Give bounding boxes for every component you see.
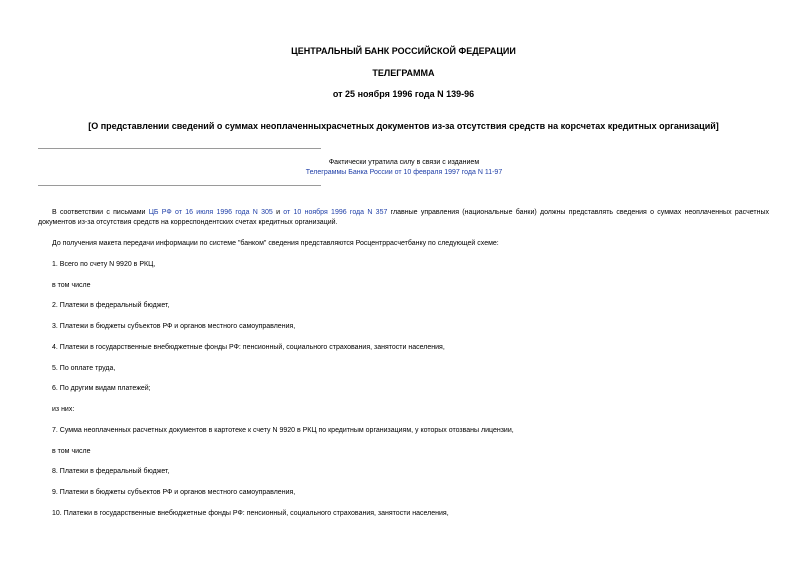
scheme-intro: До получения макета передачи информации по системе "банком" сведения представляются Росцентррасчетбанку по следующей схеме: bbox=[52, 240, 499, 247]
letter-305-link[interactable]: ЦБ РФ от 16 июля 1996 года N 305 bbox=[148, 209, 273, 216]
status-note-text: Фактически утратила силу в связи с изданием bbox=[328, 159, 480, 166]
letter-357-link[interactable]: от 10 ноября 1996 года N 357 bbox=[283, 209, 388, 216]
list-item: в том числе bbox=[52, 282, 91, 289]
top-divider bbox=[38, 148, 321, 149]
document-date-number: от 25 ноября 1996 года N 139-96 bbox=[332, 89, 475, 99]
list-item: 8. Платежи в федеральный бюджет, bbox=[52, 468, 170, 475]
list-item: 1. Всего по счету N 9920 в РКЦ, bbox=[52, 261, 156, 268]
list-item: 9. Платежи в бюджеты субъектов РФ и органов местного самоуправления, bbox=[52, 489, 296, 496]
superseding-document-link[interactable]: Телеграммы Банка России от 10 февраля 1997 года N 11-97 bbox=[305, 169, 503, 176]
list-item: 2. Платежи в федеральный бюджет, bbox=[52, 302, 170, 309]
list-item: 6. По другим видам платежей; bbox=[52, 385, 151, 392]
list-item: из них: bbox=[52, 406, 75, 413]
intro-paragraph: В соответствии с письмами ЦБ РФ от 16 июля 1996 года N 305 и от 10 ноября 1996 года N 357 главные управления (национальные банки) должны представлять сведения о суммах неоплаченных расчетных документов из-за отсутствия средств на корреспондентских счетах кредитных организаций. bbox=[38, 209, 769, 226]
document-type: ТЕЛЕГРАММА bbox=[372, 68, 435, 78]
issuer-title: ЦЕНТРАЛЬНЫЙ БАНК РОССИЙСКОЙ ФЕДЕРАЦИИ bbox=[291, 46, 516, 56]
document-subject: [О представлении сведений о суммах неоплаченныхрасчетных документов из-за отсутствия средств на корсчетах кредитных организаций] bbox=[88, 121, 719, 131]
list-item: 4. Платежи в государственные внебюджетные фонды РФ: пенсионный, социального страхования, занятости населения, bbox=[52, 344, 445, 351]
list-item: в том числе bbox=[52, 448, 91, 455]
list-item: 5. По оплате труда, bbox=[52, 365, 116, 372]
bottom-divider bbox=[38, 185, 321, 186]
list-item: 10. Платежи в государственные внебюджетные фонды РФ: пенсионный, социального страхования, занятости населения, bbox=[52, 510, 449, 517]
list-item: 3. Платежи в бюджеты субъектов РФ и органов местного самоуправления, bbox=[52, 323, 296, 330]
list-item: 7. Сумма неоплаченных расчетных документов в картотеке к счету N 9920 в РКЦ по кредитным организациям, у которых отозваны лицензии, bbox=[52, 427, 514, 434]
